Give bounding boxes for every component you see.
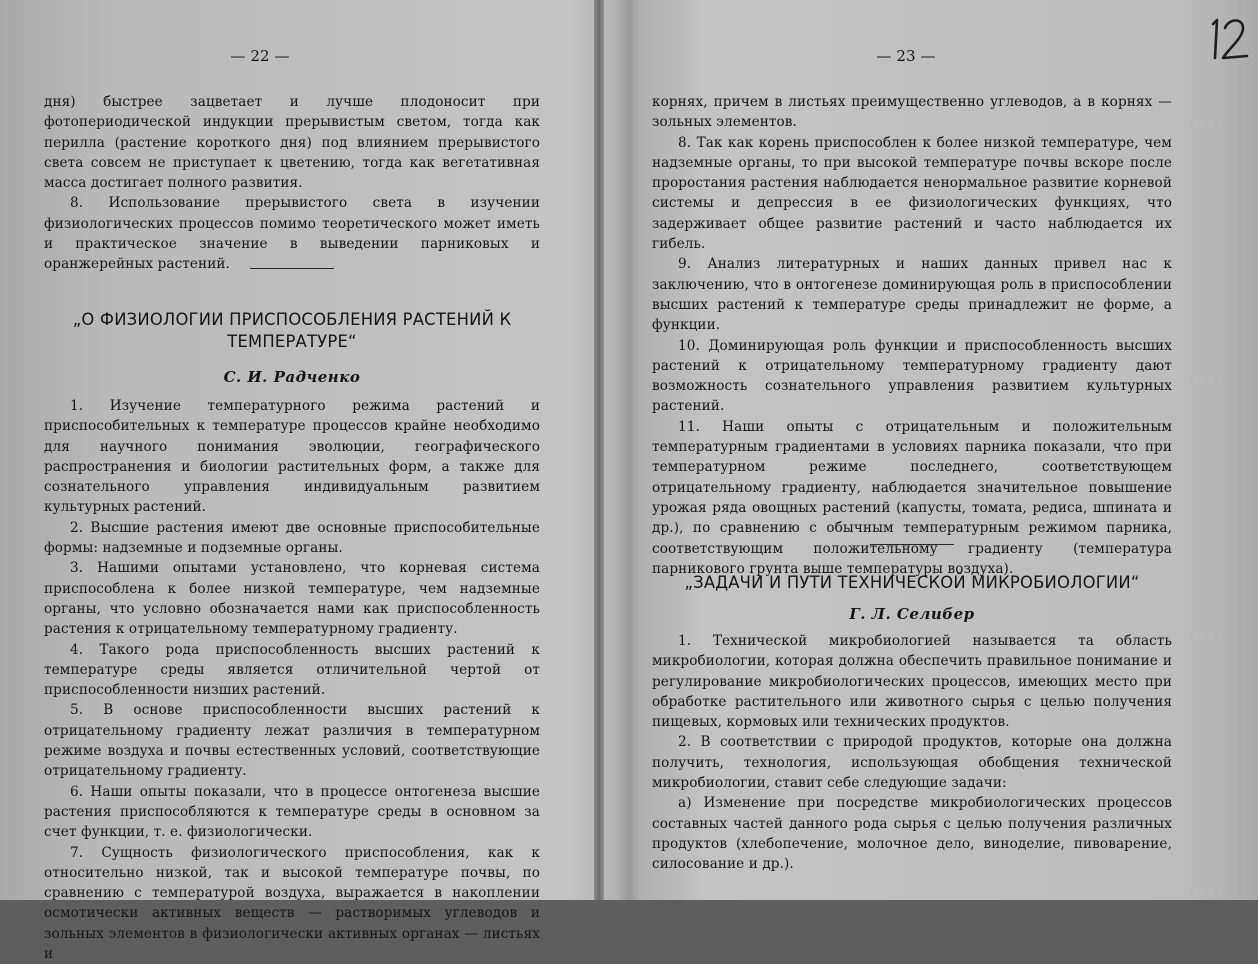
left-intro-block [44,92,540,275]
page-number-right: — 23 — [876,47,936,65]
left-article-header [44,309,540,387]
right-paragraph-cont: корнях, причем в листьях преимущественно углеводов, а в корнях — зольных элементов. [652,94,1172,131]
left-article-body [44,396,540,964]
right-article-paragraph-2: 2. В соответствии с природой продуктов, которые она должна получить, технология, использующая обобщения технической микробиологии, ставит себе следующие задачи: [652,734,1172,792]
right-article-paragraph-3: а) Изменение при посредстве микробиологических процессов составных частей данного рода сырья с целью получения различных продуктов (хлебопечение, молочное дело, виноделие, пивоварение, силосование и др.). [652,795,1172,873]
article-title-left: „О ФИЗИОЛОГИИ ПРИСПОСОБЛЕНИЯ РАСТЕНИЙ К ТЕМПЕРАТУРЕ“ [72,310,512,351]
right-paragraph-10: 10. Доминирующая роль функции и приспособленность высших растений к отрицательному температурному градиенту дают возможность сознательного управления развитием культурных растений. [652,337,1172,415]
handwritten-folio-number [1203,14,1253,64]
right-page [652,0,1172,900]
left-paragraph-6: 6. Наши опыты показали, что в процессе онтогенеза высшие растения приспособляются к температуре среды в основном за счет функции, т. е. физиологически. [44,783,540,841]
right-article-header [652,572,1172,624]
book-gutter [594,0,604,900]
article-author-right: Г. Л. Селибер [849,605,975,623]
right-paragraph-9: 9. Анализ литературных и наших данных привел нас к заключению, что в онтогенезе доминирующая роль в приспособлении высших растений к температуре среды принадлежит не форме, а функции. [652,256,1172,334]
left-intro-paragraph-2: 8. Использование прерывистого света в изучении физиологических процессов помимо теоретического может иметь и практическое значение в выведении парниковых и оранжерейных растений. [44,195,540,273]
page-number-left: — 22 — [230,47,290,65]
right-continued-block [652,92,1172,579]
left-paragraph-7: 7. Сущность физиологического приспособления, как к относительно низкой, так и высокой температуре почвы, по сравнению с температурой воздуха, выражается в накоплении осмотически активных веществ — растворимых углеводов и зольных элементов в физиологически активных органах — листьях и [44,844,540,963]
right-article-paragraph-1: 1. Технической микробиологией называется та область микробиологии, которая должна обеспечить правильное понимание и регулирование микробиологических процессов, имеющих место при обработке растительного или животного сырья с целью получения пищевых, кормовых или технических продуктов. [652,633,1172,731]
right-article-body [652,631,1172,875]
section-divider [250,268,334,269]
right-paragraph-8: 8. Так как корень приспособлен к более низкой температуре, чем надземные органы, то при высокой температуре почвы вскоре после проростания растения наблюдается ненормальное развитие корневой системы и депрессия в ее физиологических функциях, что задерживает общее развитие растений и часто наблюдается их гибель. [652,134,1172,253]
left-paragraph-3: 3. Нашими опытами установлено, что корневая система приспособлена к более низкой температуре, чем надземные органы, что условно обозначается нами как приспособленность растения к отрицательному температурному градиенту. [44,560,540,638]
article-title-right: „ЗАДАЧИ И ПУТИ ТЕХНИЧЕСКОЙ МИКРОБИОЛОГИИ“ [684,573,1140,592]
left-separator [44,268,540,269]
left-paragraph-4: 4. Такого рода приспособленность высших растений к температуре среды является отличительной чертой от приспособленности низших растений. [44,641,540,699]
left-paragraph-2: 2. Высшие растения имеют две основные приспособительные формы: надземные и подземные органы. [44,519,540,557]
left-paragraph-1: 1. Изучение температурного режима растений и приспособительных к температуре процессов крайне необходимо для научного понимания эволюции, географического распространения и биологии растительных форм, а также для сознательного управления индивидуальным развитием культурных растений. [44,398,540,516]
left-page [44,0,540,963]
left-paragraph-5: 5. В основе приспособленности высших растений к отрицательному градиенту лежат различия в температурном режиме воздуха и почвы естественных условий, соответствующие отрицательному градиенту. [44,702,540,780]
article-author-left: С. И. Радченко [223,368,361,386]
left-intro-paragraph-1: дня) быстрее зацветает и лучше плодоносит при фотопериодической индукции прерывистым светом, тогда как перилла (растение короткого дня) под влиянием прерывистого света совсем не приступает к цветению, тогда как вегетативная масса достигает полного развития. [44,94,540,192]
right-paragraph-11: 11. Наши опыты с отрицательным и положительным температурным градиентами в условиях парника показали, что при температурном режиме последнего, соответствующем отрицательному градиенту, наблюдается значительное повышение урожая ряда овощных растений (капусты, томата, редиса, шпината и др.), по сравнению с обычным температурным режимом парника, соответствующим положительному градиенту (температура парникового грунта выше температуры воздуха). [652,418,1172,577]
section-divider [870,544,954,545]
right-separator [652,544,1172,545]
